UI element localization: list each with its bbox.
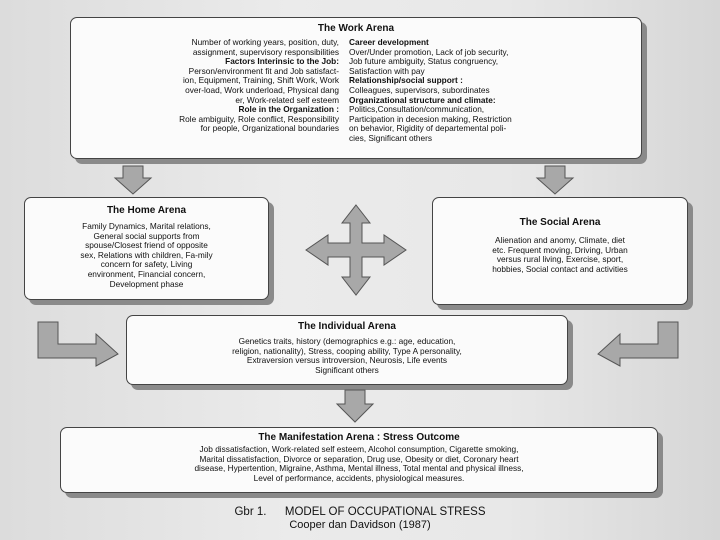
social-line: Alienation and anomy, Climate, diet (495, 235, 625, 245)
figure-caption (0, 506, 720, 518)
social-arena-title: The Social Arena (519, 217, 601, 228)
work-right-line: Job future ambiguity, Status congruency, (349, 56, 499, 67)
home-line: spouse/Closest friend of opposite (85, 240, 208, 251)
individual-arena-title: The Individual Arena (298, 321, 396, 332)
work-right-heading: Organizational structure and climate: (349, 94, 496, 105)
home-line: sex, Relations with children, Fa-mily (80, 249, 213, 260)
social-line: etc. Frequent moving, Driving, Urban (492, 244, 628, 255)
figure-source: Cooper dan Davidson (1987) (289, 519, 431, 531)
work-right-line: on behavior, Rigidity of departemental poli- (349, 123, 507, 134)
work-left-line: over-load, Work underload, Physical dang (185, 84, 339, 95)
social-line: hobbies, Social contact and activities (492, 263, 628, 274)
figure-number: Gbr 1. (234, 506, 267, 518)
work-right-heading: Career development (349, 37, 429, 47)
manifestation-line: Job dissatisfaction, Work-related self esteem, Alcohol consumption, Cigarette smoking, (199, 444, 519, 454)
home-line: concern for safety, Living (100, 259, 193, 270)
figure-title: MODEL OF OCCUPATIONAL STRESS (284, 506, 486, 518)
four-way-arrow-icon (306, 205, 406, 295)
work-left-heading: Factors Interinsic to the Job: (225, 56, 339, 67)
work-right-line: Over/Under promotion, Lack of job security, (349, 46, 509, 57)
arrow-bent-left-icon (598, 322, 678, 366)
work-right-line: Participation in decesion making, Restriction (349, 113, 512, 124)
manifestation-line: Level of performance, accidents, physiological measures. (253, 472, 465, 483)
arrow-down-right-icon (537, 166, 573, 194)
manifestation-arena-box (60, 427, 658, 493)
individual-line: Extraversion versus introversion, Neurosis, Life events (246, 355, 448, 366)
work-arena-box (70, 17, 642, 159)
individual-line: religion, nationality), Stress, cooping ability, Type A personality, (232, 345, 462, 356)
work-left-line: Number of working years, position, duty, (191, 37, 339, 47)
work-right-line: Satisfaction with pay (349, 65, 425, 76)
work-right-line: cies, Significant others (349, 132, 433, 143)
individual-line: Significant others (315, 364, 379, 375)
work-left-line: for people, Organizational boundaries (200, 123, 339, 134)
work-left-line: assignment, supervisory responsibilities (192, 46, 339, 57)
work-right-line: Colleagues, supervisors, subordinates (349, 84, 490, 95)
manifestation-arena-title: The Manifestation Arena : Stress Outcome (258, 432, 460, 443)
home-line: General social supports from (93, 230, 200, 241)
home-line: Development phase (109, 278, 184, 289)
social-line: versus rural living, Exercise, sport, (496, 254, 624, 265)
home-line: Family Dynamics, Marital relations, (82, 221, 211, 231)
manifestation-line: disease, Hypertention, Migraine, Asthma, Mental illness, Total mental and physical illness, (194, 463, 524, 474)
home-arena-title: The Home Arena (106, 205, 187, 216)
work-right-column (345, 38, 633, 144)
work-right-line: Politics,Consultation/communication, (349, 104, 485, 115)
individual-arena-box (126, 315, 568, 385)
work-left-line: Role ambiguity, Role conflict, Responsibility (179, 113, 339, 124)
work-left-heading: Role in the Organization : (238, 104, 339, 115)
work-right-heading: Relationship/social support : (349, 75, 463, 86)
work-left-line: er, Work-related self esteem (235, 94, 339, 105)
arrow-bent-right-icon (38, 322, 118, 366)
work-left-line: Person/environment fit and Job satisfact- (188, 65, 339, 76)
work-left-line: ion, Equipment, Training, Shift Work, Work (182, 75, 339, 86)
home-line: environment, Financial concern, (87, 268, 206, 279)
work-arena-title: The Work Arena (317, 23, 395, 34)
individual-line: Genetics traits, history (demographics e.g.: age, education, (238, 336, 456, 346)
social-arena-box (432, 197, 688, 305)
manifestation-line: Marital dissatisfaction, Divorce or separation, Drug use, Obesity or diet, Coronary heart (199, 453, 519, 464)
arrow-down-center-icon (337, 390, 373, 422)
home-arena-box (24, 197, 269, 300)
arrow-down-left-icon (115, 166, 151, 194)
work-left-column (79, 38, 345, 144)
